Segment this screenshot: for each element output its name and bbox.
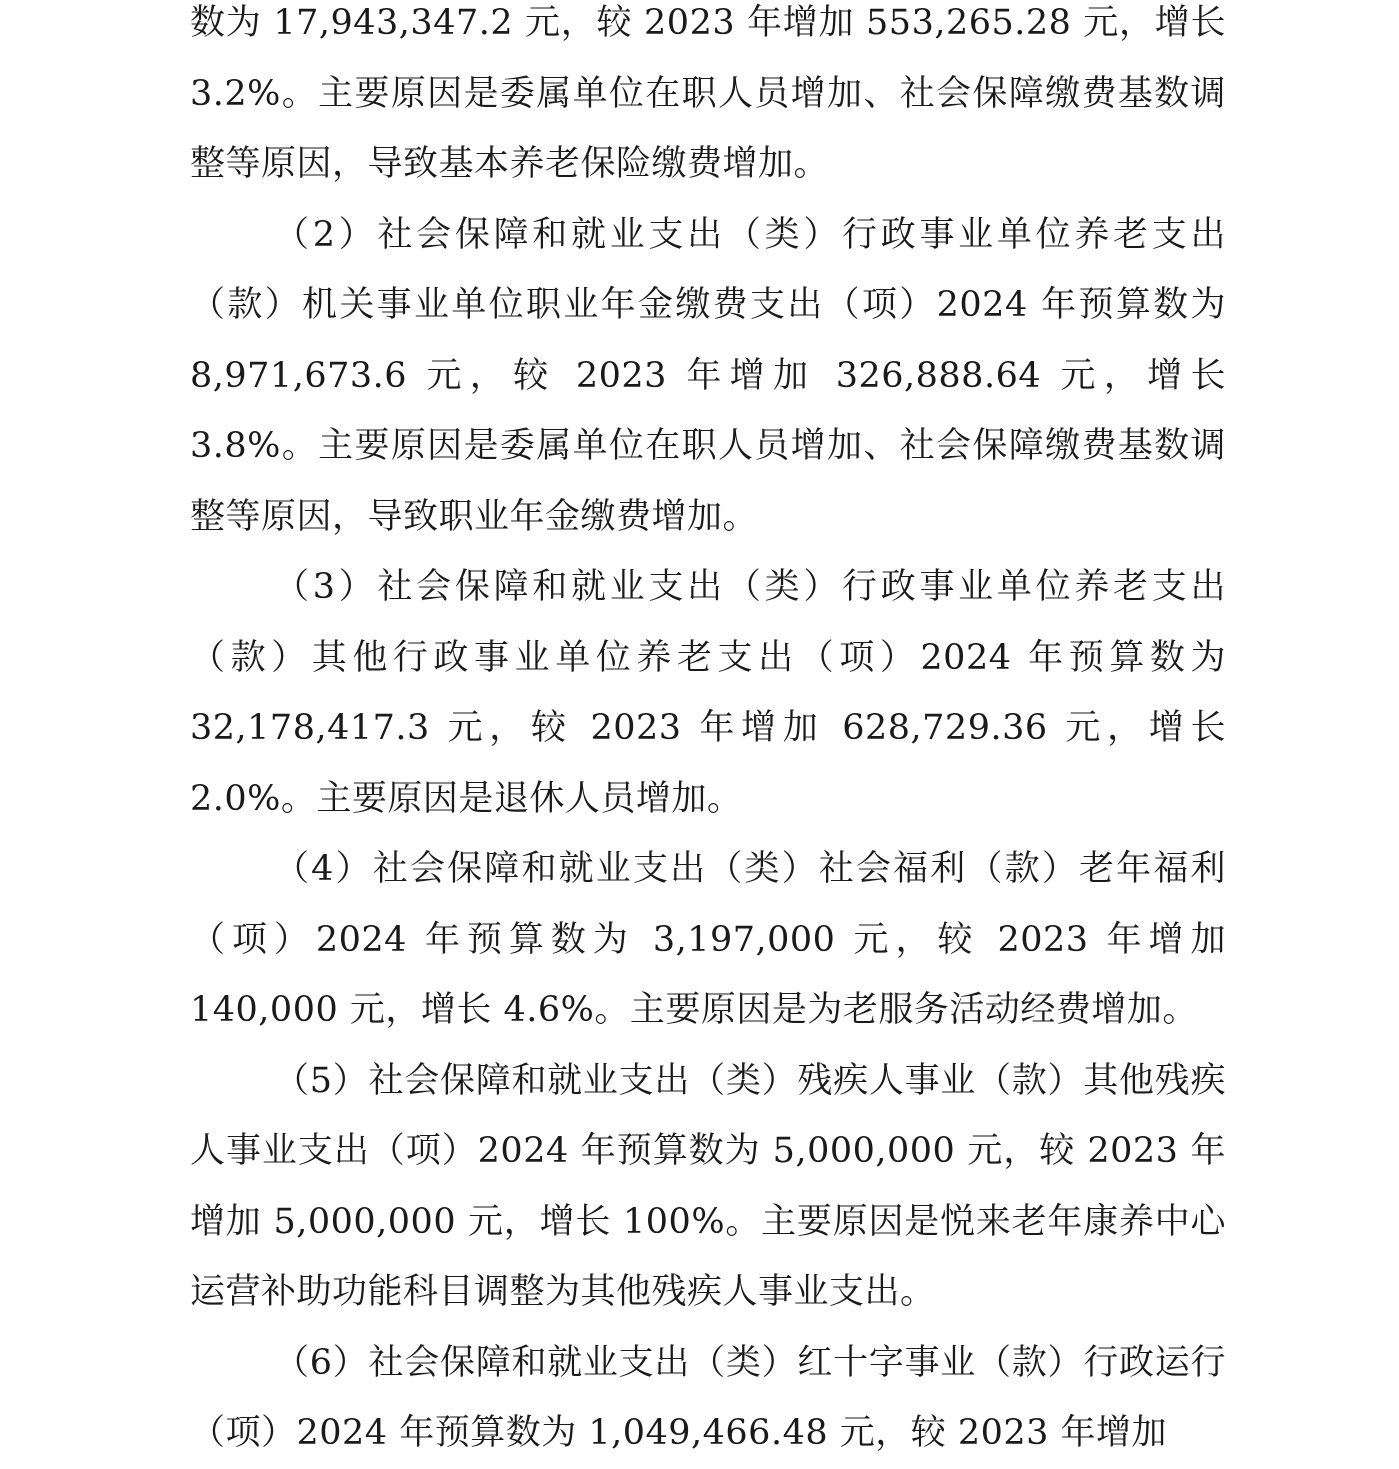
paragraph-red-cross: （6）社会保障和就业支出（类）红十字事业（款）行政运行（项）2024 年预算数为 1,049,466.48 元，较 2023 年增加 xyxy=(190,1342,1226,1453)
paragraph-pension-continued: 数为 17,943,347.2 元，较 2023 年增加 553,265.28 元，增长 3.2%。主要原因是委属单位在职人员增加、社会保障缴费基数调整等原因，导致基本养老保险缴费增加。 xyxy=(190,3,1226,184)
paragraph-elderly-welfare: （4）社会保障和就业支出（类）社会福利（款）老年福利（项）2024 年预算数为 3,197,000 元，较 2023 年增加 140,000 元，增长 4.6%。主要原因是为老服务活动经费增加。 xyxy=(190,849,1226,1030)
paragraph-occupational-annuity: （2）社会保障和就业支出（类）行政事业单位养老支出（款）机关事业单位职业年金缴费支出（项）2024 年预算数为 8,971,673.6 元，较 2023 年增加 326,888.64 元，增长 3.8%。主要原因是委属单位在职人员增加、社会保障缴费基数调整等原因，导致职业年金缴费增加。 xyxy=(190,214,1226,537)
paragraph-other-pension: （3）社会保障和就业支出（类）行政事业单位养老支出（款）其他行政事业单位养老支出（项）2024 年预算数为 32,178,417.3 元，较 2023 年增加 628,729.36 元，增长 2.0%。主要原因是退休人员增加。 xyxy=(190,567,1226,819)
document-page xyxy=(190,0,1226,1469)
paragraph-disabled-affairs: （5）社会保障和就业支出（类）残疾人事业（款）其他残疾人事业支出（项）2024 年预算数为 5,000,000 元，较 2023 年增加 5,000,000 元，增长 100%。主要原因是悦来老年康养中心运营补助功能科目调整为其他残疾人事业支出。 xyxy=(190,1060,1226,1312)
